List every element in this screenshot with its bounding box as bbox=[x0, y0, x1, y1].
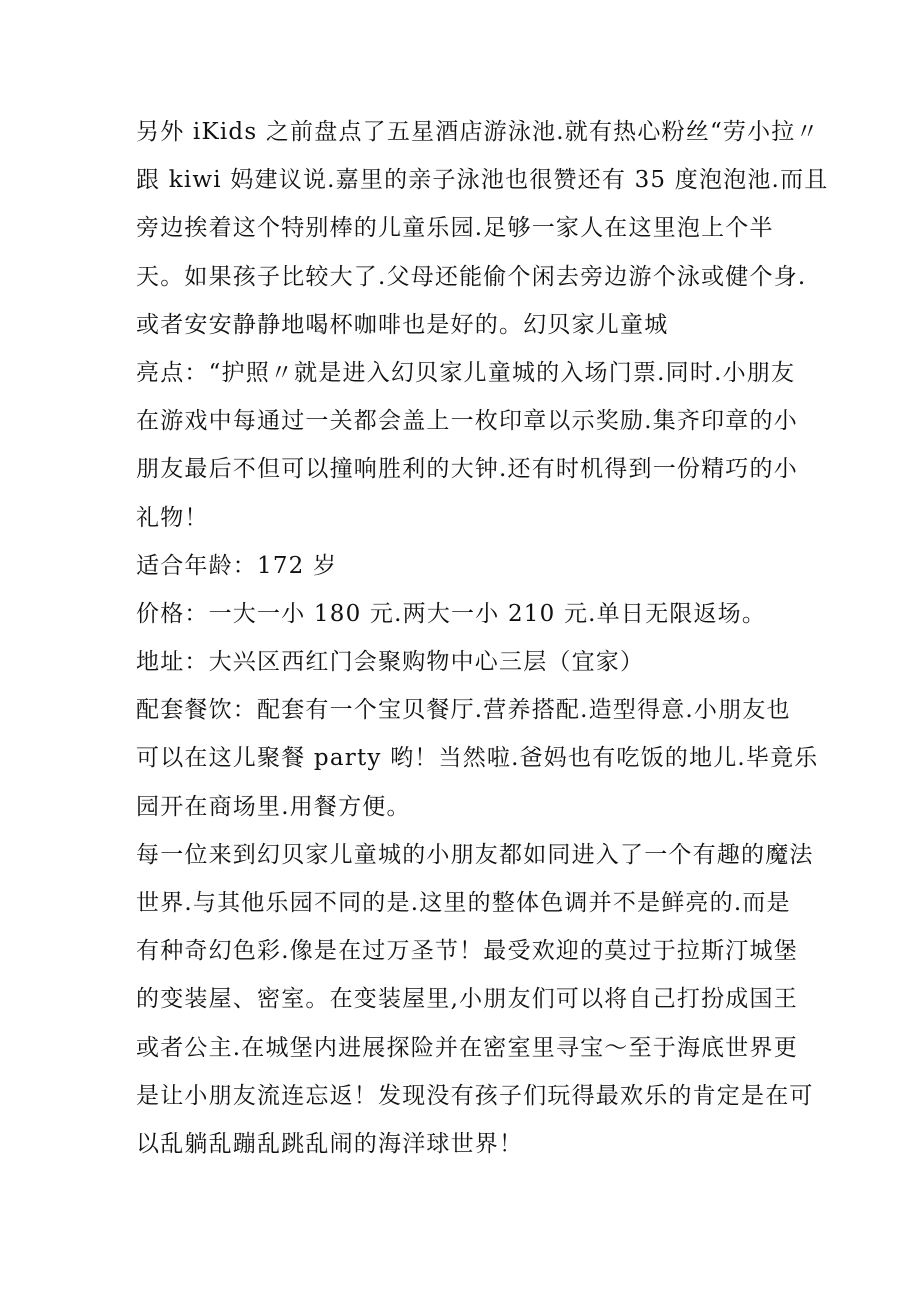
text-line: 礼物！ bbox=[136, 504, 209, 531]
text-line: 每一位来到幻贝家儿童城的小朋友都如同进入了一个有趣的魔法 bbox=[136, 841, 814, 868]
text-line: 或者公主.在城堡内进展探险并在密室里寻宝～至于海底世界更 bbox=[136, 1034, 798, 1061]
text-line: 旁边挨着这个特别棒的儿童乐园.足够一家人在这里泡上个半 bbox=[136, 215, 774, 242]
text-line: 另外 iKids 之前盘点了五星酒店游泳池.就有热心粉丝“劳小拉〃 bbox=[136, 119, 820, 145]
text-line: 的变装屋、密室。在变装屋里,小朋友们可以将自己打扮成国王 bbox=[136, 986, 798, 1013]
article-body bbox=[136, 108, 829, 1168]
text-line: 以乱躺乱蹦乱跳乱闹的海洋球世界！ bbox=[136, 1130, 524, 1157]
text-line: 朋友最后不但可以撞响胜利的大钟.还有时机得到一份精巧的小 bbox=[136, 456, 798, 483]
text-line: 是让小朋友流连忘返！发现没有孩子们玩得最欢乐的肯定是在可 bbox=[136, 1082, 814, 1109]
text-line: 地址：大兴区西红门会聚购物中心三层（宜家） bbox=[136, 649, 645, 676]
text-line: 亮点：“护照〃就是进入幻贝家儿童城的入场门票.同时.小朋友 bbox=[136, 359, 796, 386]
text-line: 配套餐饮：配套有一个宝贝餐厅.营养搭配.造型得意.小朋友也 bbox=[136, 697, 791, 724]
text-line: 有种奇幻色彩.像是在过万圣节！最受欢迎的莫过于拉斯汀城堡 bbox=[136, 938, 798, 965]
text-line: 可以在这儿聚餐 party 哟！当然啦.爸妈也有吃饭的地儿.毕竟乐 bbox=[136, 745, 819, 772]
text-line: 跟 kiwi 妈建议说.嘉里的亲子泳池也很赞还有 35 度泡泡池.而且 bbox=[136, 167, 829, 194]
text-line: 或者安安静静地喝杯咖啡也是好的。幻贝家儿童城 bbox=[136, 311, 669, 338]
text-line: 天。如果孩子比较大了.父母还能偷个闲去旁边游个泳或健个身. bbox=[136, 263, 807, 290]
text-line: 适合年龄：172 岁 bbox=[136, 552, 338, 579]
text-line: 园开在商场里.用餐方便。 bbox=[136, 793, 411, 820]
text-line: 价格：一大一小 180 元.两大一小 210 元.单日无限返场。 bbox=[136, 600, 767, 627]
text-line: 在游戏中每通过一关都会盖上一枚印章以示奖励.集齐印章的小 bbox=[136, 408, 798, 435]
text-line: 世界.与其他乐园不同的是.这里的整体色调并不是鲜亮的.而是 bbox=[136, 890, 791, 916]
